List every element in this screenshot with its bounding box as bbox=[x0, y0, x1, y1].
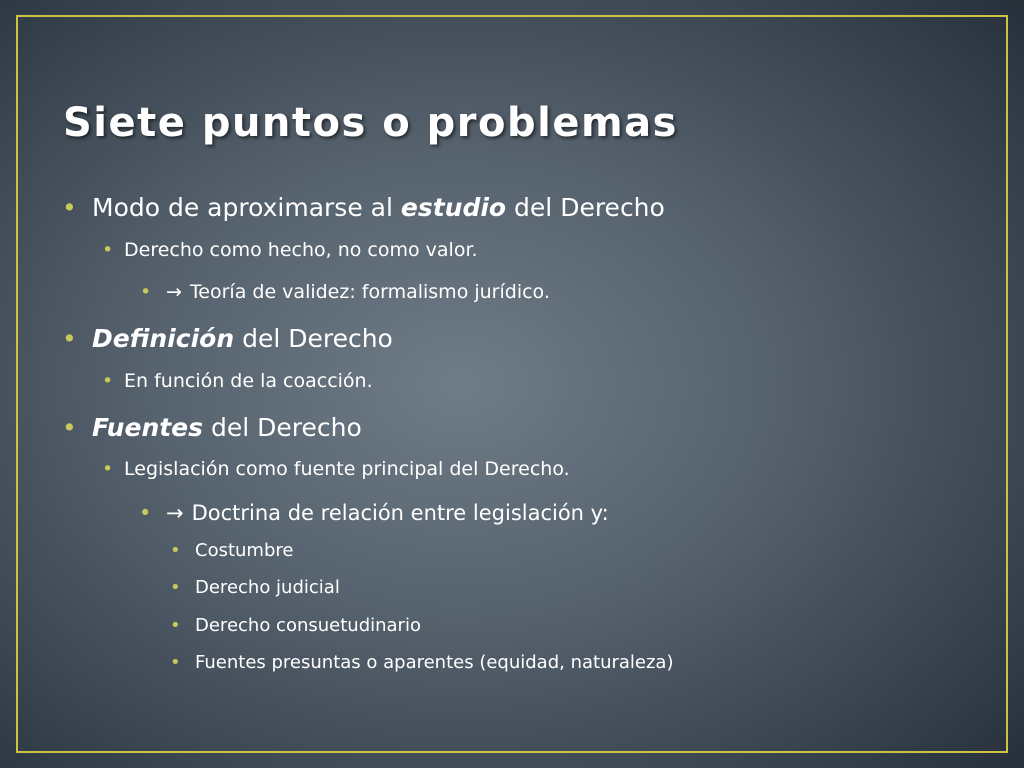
bullet-icon: • bbox=[102, 458, 114, 480]
subbullet-item-legislacion bbox=[102, 458, 570, 480]
subsubbullet-item-doctrina bbox=[139, 501, 609, 525]
bullet-icon: • bbox=[140, 281, 152, 303]
bullet-icon: • bbox=[102, 239, 114, 261]
item-text-post: del Derecho bbox=[234, 324, 393, 353]
subbullet-item-coaccion bbox=[102, 370, 373, 392]
subbullet-item-hecho bbox=[102, 239, 478, 261]
item-text: En función de la coacción. bbox=[124, 370, 373, 392]
level4-item-derecho-judicial bbox=[170, 577, 340, 598]
level4-item-consuetudinario bbox=[170, 615, 421, 636]
arrow-right-icon: → bbox=[166, 501, 184, 525]
bullet-icon: • bbox=[102, 370, 114, 392]
item-text: Derecho judicial bbox=[195, 577, 340, 598]
item-text: Derecho consuetudinario bbox=[195, 615, 421, 636]
bullet-icon: • bbox=[62, 193, 77, 222]
item-text-emphasis: Definición bbox=[92, 324, 235, 353]
slide-title: Siete puntos o problemas bbox=[63, 100, 678, 146]
bullet-icon: • bbox=[62, 324, 77, 353]
bullet-item-fuentes bbox=[62, 413, 362, 442]
subsubbullet-item-validez bbox=[140, 281, 550, 303]
item-text-emphasis: estudio bbox=[400, 193, 507, 222]
item-text-post: del Derecho bbox=[203, 413, 362, 442]
arrow-right-icon: → bbox=[166, 281, 182, 303]
bullet-icon: • bbox=[62, 413, 77, 442]
item-text: Costumbre bbox=[195, 540, 294, 561]
bullet-item-definicion bbox=[62, 324, 393, 353]
bullet-icon: • bbox=[170, 615, 181, 636]
bullet-icon: • bbox=[139, 501, 152, 525]
level4-item-costumbre bbox=[170, 540, 294, 561]
item-text-emphasis: Fuentes bbox=[92, 413, 204, 442]
item-text-post: del Derecho bbox=[506, 193, 665, 222]
item-text: Doctrina de relación entre legislación y: bbox=[191, 501, 609, 525]
bullet-icon: • bbox=[170, 540, 181, 561]
item-text: Legislación como fuente principal del Derecho. bbox=[124, 458, 570, 480]
bullet-icon: • bbox=[170, 577, 181, 598]
bullet-item-estudio bbox=[62, 193, 665, 222]
item-text-pre: Modo de aproximarse al bbox=[92, 193, 401, 222]
item-text: Teoría de validez: formalismo jurídico. bbox=[189, 281, 550, 303]
item-text: Fuentes presuntas o aparentes (equidad, naturaleza) bbox=[195, 652, 674, 673]
bullet-icon: • bbox=[170, 652, 181, 673]
level4-item-fuentes-presuntas bbox=[170, 652, 674, 673]
item-text: Derecho como hecho, no como valor. bbox=[124, 239, 478, 261]
